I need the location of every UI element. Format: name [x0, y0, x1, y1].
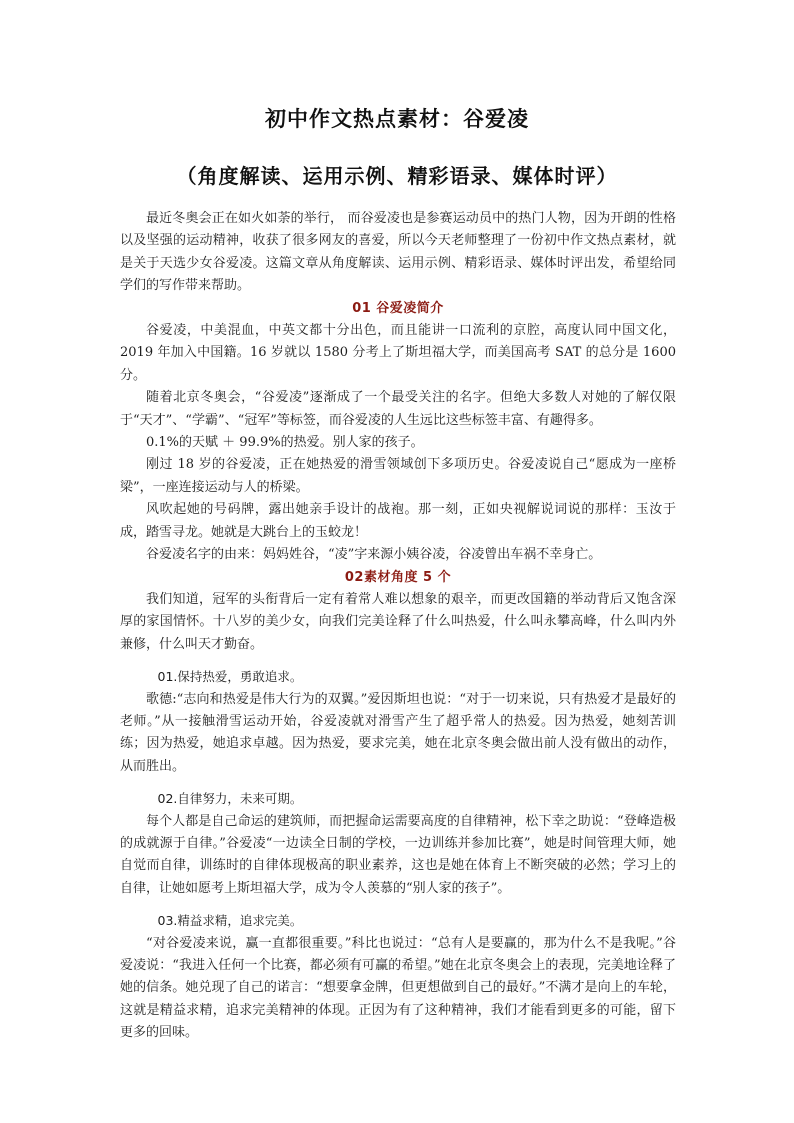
section-heading-intro: 01 谷爱凌简介 — [352, 300, 444, 316]
section-heading-angles: 02素材角度 5 个 — [344, 569, 452, 585]
point-label: 03.精益求精，追求完美。 — [157, 913, 303, 929]
body-paragraph: 0.1%的天赋 ＋ 99.9%的热爱。别人家的孩子。 — [146, 435, 424, 451]
spacer — [120, 656, 676, 666]
document-subtitle: （角度解读、运用示例、精彩语录、媒体时评） — [176, 164, 618, 188]
spacer — [120, 778, 676, 788]
body-paragraph: 谷爱凌名字的由来：妈妈姓谷，“凌”字来源小姨谷凌，谷凌曾出车祸不幸身亡。 — [146, 547, 602, 563]
body-paragraph: 我们知道，冠军的头衔背后一定有着常人难以想象的艰辛，而更改国籍的举动背后又饱含深厚的家国情怀。十八岁的美少女，向我们完美诠释了什么叫热爱，什么叫永攀高峰，什么叫内外兼修，什么叫天才勤奋。 — [120, 591, 676, 652]
body-paragraph: 风吹起她的号码牌，露出她亲手设计的战袍。那一刻，正如央视解说词说的那样：玉汝于成，踏雪寻龙。她就是大跳台上的玉蛟龙！ — [120, 502, 676, 540]
point-label: 01.保持热爱，勇敢追求。 — [157, 669, 303, 685]
document-body — [120, 208, 676, 1045]
body-paragraph: 随着北京冬奥会，“谷爱凌”逐渐成了一个最受关注的名字。但绝大多数人对她的了解仅限于“天才”、“学霸”、“冠军”等标签，而谷爱凌的人生远比这些标签丰富、有趣得多。 — [120, 390, 676, 428]
intro-paragraph: 最近冬奥会正在如火如荼的举行， 而谷爱凌也是参赛运动员中的热门人物，因为开朗的性格以及坚强的运动精神，收获了很多网友的喜爱，所以今天老师整理了一份初中作文热点素材，就是关于天选少女谷爱凌。这篇文章从角度解读、运用示例、精彩语录、媒体时评出发，希望给同学们的写作带来帮助。 — [120, 211, 676, 294]
point-paragraph: 歌德:“志向和热爱是伟大行为的双翼。”爱因斯坦也说：“对于一切来说，只有热爱才是最好的老师。”从一接触滑雪运动开始，谷爱凌就对滑雪产生了超乎常人的热爱。因为热爱，她刻苦训练；因为热爱，她追求卓越。因为热爱，要求完美，她在北京冬奥会做出前人没有做出的动作，从而胜出。 — [120, 691, 676, 774]
point-paragraph: 每个人都是自己命运的建筑师，而把握命运需要高度的自律精神，松下幸之助说：“登峰造极的成就源于自律。”谷爱凌“一边读全日制的学校，一边训练并参加比赛”，她是时间管理大师，她自觉而自律，训练时的自律体现极高的职业素养，这也是她在体育上不断突破的必然；学习上的自律，让她如愿考上斯坦福大学，成为令人羡慕的“别人家的孩子”。 — [120, 813, 676, 896]
point-label: 02.自律努力，未来可期。 — [157, 791, 303, 807]
document-title: 初中作文热点素材：谷爱凌 — [265, 107, 529, 131]
point-paragraph: “对谷爱凌来说，赢一直都很重要。”科比也说过：“总有人是要赢的，那为什么不是我呢。”谷爱凌说：“我进入任何一个比赛，都必须有可赢的希望。”她在北京冬奥会上的表现，完美地诠释了她的信条。她兑现了自己的诺言：“想要拿金牌，但更想做到自己的最好。”不满才是向上的车轮，这就是精益求精，追求完美精神的体现。正因为有了这种精神，我们才能看到更多的可能，留下更多的回味。 — [120, 935, 676, 1041]
spacer — [120, 900, 676, 910]
body-paragraph: 谷爱凌，中美混血，中英文都十分出色，而且能讲一口流利的京腔，高度认同中国文化，2019 年加入中国籍。16 岁就以 1580 分考上了斯坦福大学，而美国高考 SAT 的总分是 1600 分。 — [120, 323, 676, 383]
body-paragraph: 刚过 18 岁的谷爱凌，正在她热爱的滑雪领域创下多项历史。谷爱凌说自己“愿成为一座桥梁”，一座连接运动与人的桥梁。 — [120, 457, 676, 495]
